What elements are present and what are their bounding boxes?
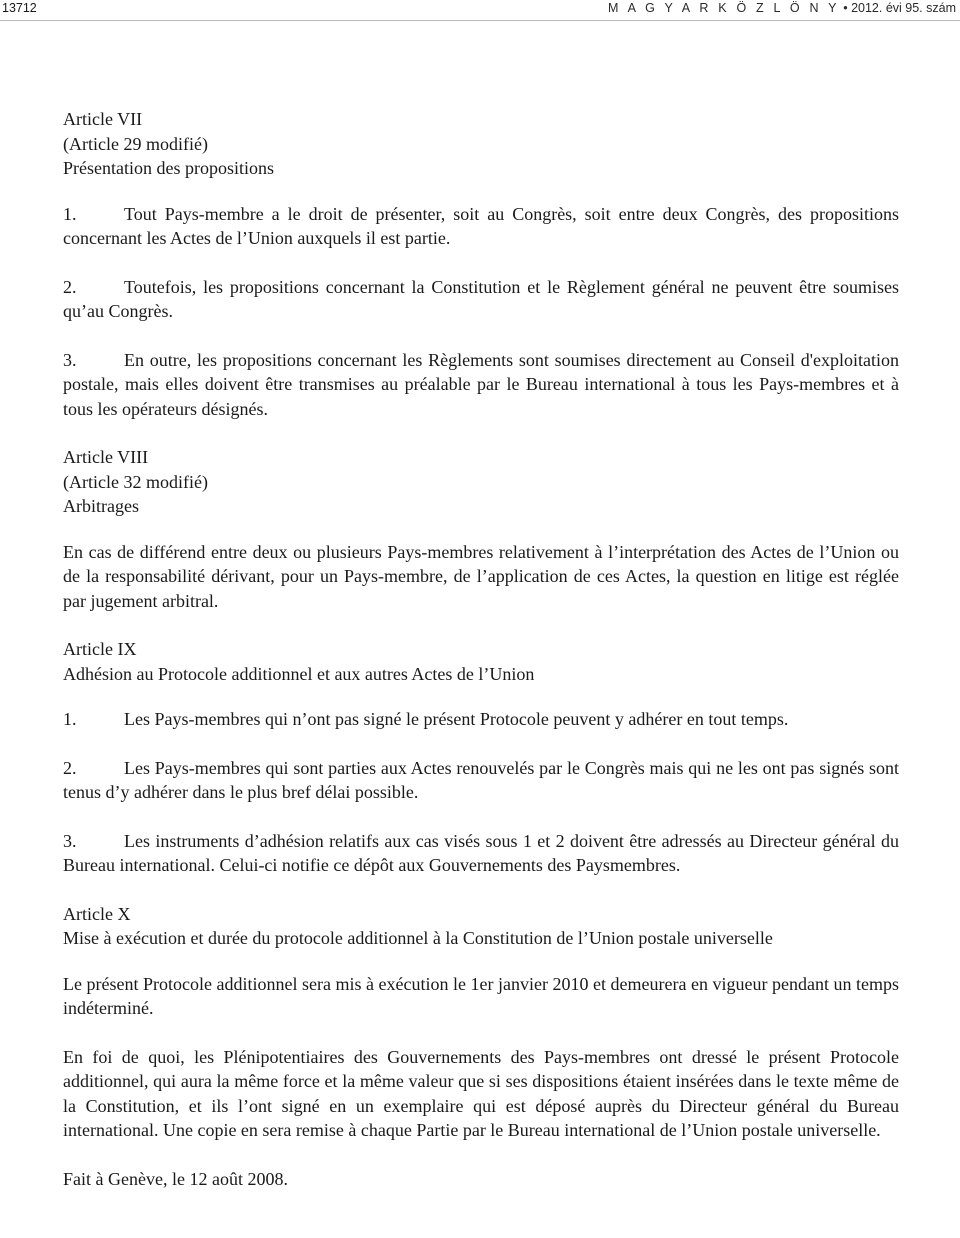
article-10-heading (63, 902, 899, 951)
article-10-paragraph: Le présent Protocole additionnel sera mis à exécution le 1er janvier 2010 et demeurera en vigueur pendant un temps indéterminé. (63, 973, 899, 1018)
article-9-paragraph-3 (63, 829, 899, 878)
article-9-paragraph-2 (63, 756, 899, 805)
paragraph-text: Toutefois, les propositions concernant la Constitution et le Règlement général ne peuvent être soumises qu’au Congrès. (63, 276, 899, 321)
page-header (0, 0, 960, 22)
article-9-heading (63, 637, 899, 686)
paragraph-text: Les Pays-membres qui sont parties aux Actes renouvelés par le Congrès mais qui ne les ont pas signés sont tenus d’y adhérer dans le plus bref délai possible. (63, 757, 899, 802)
paragraph-number: 2. (63, 757, 77, 778)
paragraph-text: Les Pays-membres qui n’ont pas signé le présent Protocole peuvent y adhérer en tout temps. (124, 709, 789, 729)
article-title: Article X (63, 903, 131, 924)
paragraph-text: Tout Pays-membre a le droit de présenter, soit au Congrès, soit entre deux Congrès, des propositions concernant les Actes de l’Union auxquels il est partie. (63, 203, 899, 248)
article-8-heading (63, 445, 899, 519)
article-title: Article VII (63, 109, 143, 129)
article-7-paragraph-3 (63, 348, 899, 422)
paragraph-number: 3. (63, 349, 77, 370)
closing-paragraph: En foi de quoi, les Plénipotentiaires des Gouvernements des Pays-membres ont dressé le présent Protocole additionnel, qui aura la même force et la même valeur que si ses dispositions étaient insérées dans le texte même de la Constitution, et ils l’ont signé en un exemplaire qui est déposé auprès du Directeur général du Bureau international. Une copie en sera remise à chaque Partie par le Bureau international de l’Union postale universelle. (63, 1046, 899, 1140)
article-8-paragraph: En cas de différend entre deux ou plusieurs Pays-membres relativement à l’interprétation des Actes de l’Union ou de la responsabilité dérivant, pour un Pays-membre, de l’application de ces Actes, la question en litige est réglée par jugement arbitral. (63, 541, 899, 611)
page-number: 13712 (2, 1, 37, 15)
article-subtitle: Adhésion au Protocole additionnel et aux autres Actes de l’Union (63, 663, 535, 684)
paragraph-text: Les instruments d’adhésion relatifs aux cas visés sous 1 et 2 doivent être adressés au Directeur général du Bureau international. Celui-ci notifie ce dépôt aux Gouvernements des Paysmembres. (63, 830, 899, 875)
paragraph-text: En outre, les propositions concernant les Règlements sont soumises directement au Conseil d'exploitation postale, mais elles doivent être transmises au préalable par le Bureau international à tous les Pays-membres et à tous les opérateurs désignés. (63, 349, 899, 419)
article-reference: (Article 32 modifié) (63, 471, 208, 492)
article-title: Article VIII (63, 447, 149, 467)
article-7-heading (63, 107, 899, 181)
paragraph-number: 2. (63, 276, 77, 297)
document-body (63, 107, 899, 1191)
article-7-paragraph-2 (63, 275, 899, 324)
journal-name: M A G Y A R K Ö Z L Ö N Y (608, 1, 840, 15)
article-reference: (Article 29 modifié) (63, 133, 208, 154)
issue-number: 2012. évi 95. szám (851, 1, 956, 15)
article-subtitle: Arbitrages (63, 496, 139, 516)
paragraph-number: 3. (63, 830, 77, 851)
paragraph-number: 1. (63, 203, 77, 224)
bullet-separator: • (843, 1, 848, 15)
paragraph-number: 1. (63, 709, 77, 729)
article-7-paragraph-1 (63, 202, 899, 251)
article-subtitle: Présentation des propositions (63, 158, 274, 178)
journal-title (608, 1, 956, 15)
article-subtitle: Mise à exécution et durée du protocole additionnel à la Constitution de l’Union postale universelle (63, 928, 773, 948)
article-title: Article IX (63, 639, 137, 659)
header-divider (0, 20, 960, 21)
place-and-date: Fait à Genève, le 12 août 2008. (63, 1168, 288, 1189)
article-9-paragraph-1 (63, 707, 899, 732)
